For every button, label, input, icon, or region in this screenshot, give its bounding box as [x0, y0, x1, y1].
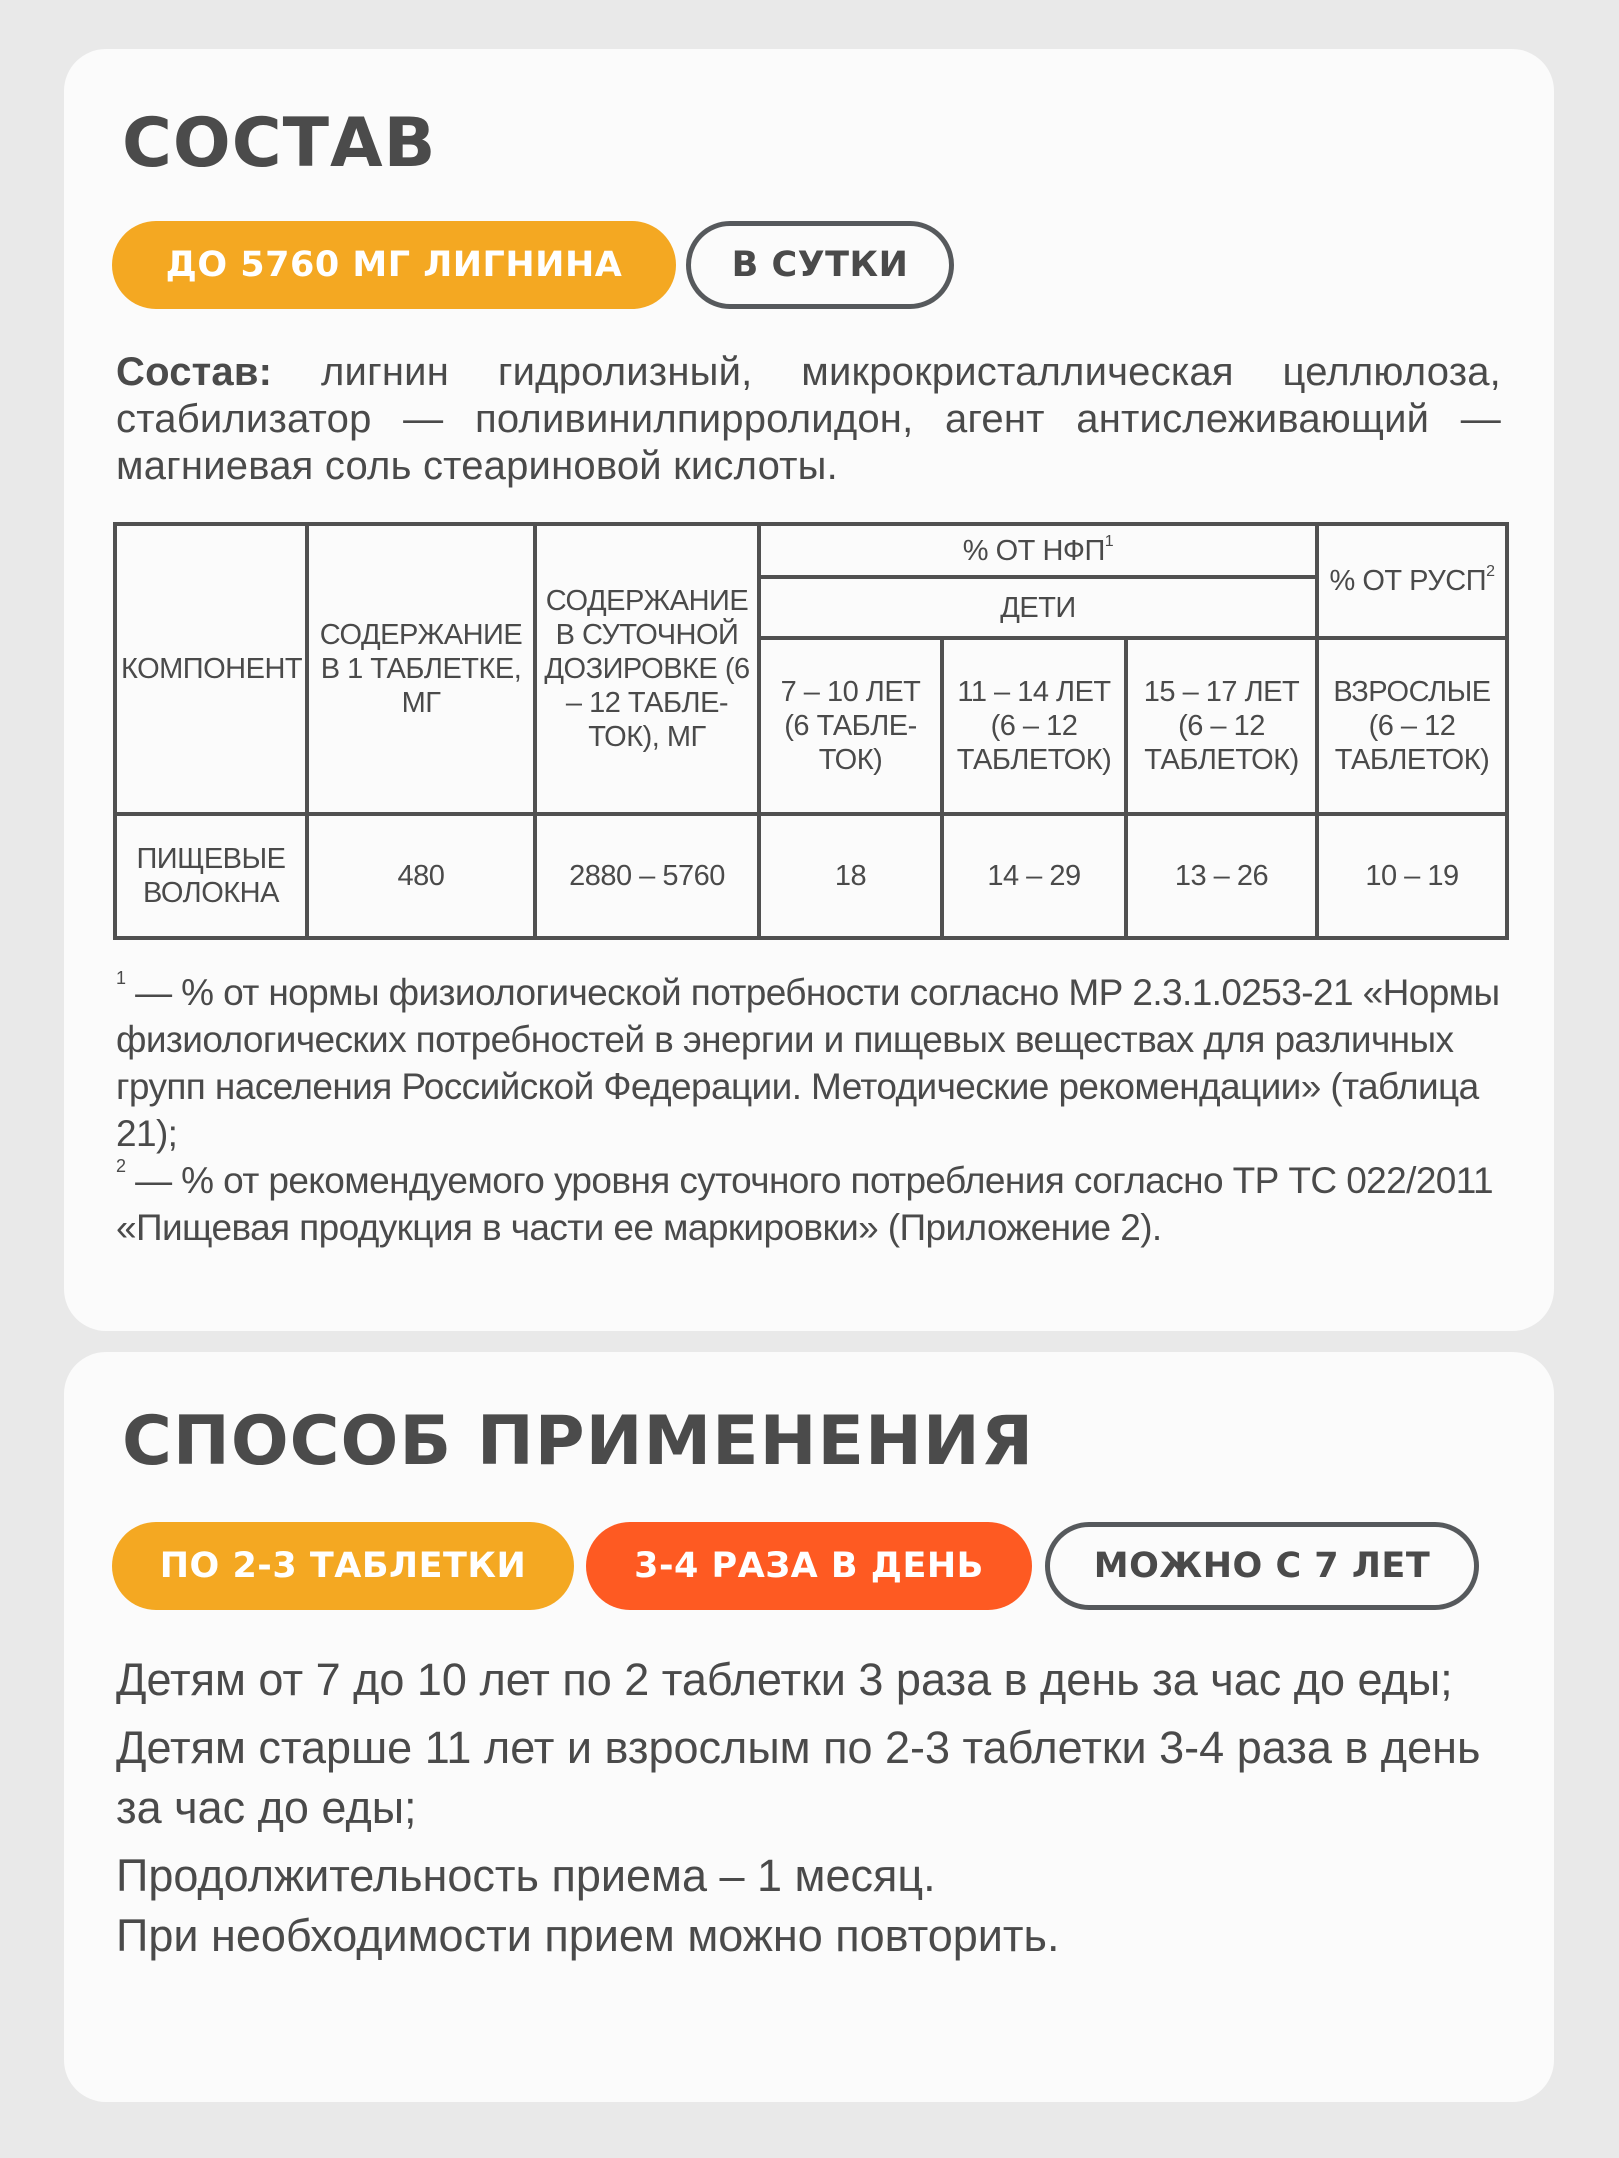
- footnote-1: $^1$ — % от нормы физиологической потребности согласно МР 2.3.1.0253-21 «Нормы физиологических потребностей в энергии и пищевых веществах для различных групп населения Российской Федерации. Методические рекомендации» (таблица 21);: [116, 968, 1500, 1154]
- header-adults: ВЗРОСЛЫЕ (6 – 12 ТАБЛЕТОК): [1317, 638, 1507, 814]
- cell-per-tablet: 480: [307, 814, 535, 938]
- composition-ingredients: лигнин гидролизный, микрокристаллическая целлюлоза, стабилизатор — поливинилпирролидон, агент антислеживающий — магниевая соль стеариновой кислоты.: [116, 350, 1501, 488]
- cell-age-15-17: 13 – 26: [1126, 814, 1317, 938]
- header-age-11-14: 11 – 14 ЛЕТ (6 – 12 ТАБЛЕТОК): [942, 638, 1126, 814]
- instruction-duration: Продолжительность приема – 1 месяц.: [116, 1850, 936, 1901]
- header-rusp: % ОТ РУСП$^2$: [1317, 524, 1507, 638]
- cell-daily-dose: 2880 – 5760: [535, 814, 759, 938]
- nutrition-table: [113, 522, 1509, 940]
- per-day-badge: В СУТКИ: [686, 221, 954, 309]
- cell-age-11-14: 14 – 29: [942, 814, 1126, 938]
- instruction-children-7-10: Детям от 7 до 10 лет по 2 таблетки 3 раза в день за час до еды;: [116, 1654, 1453, 1705]
- composition-text: [116, 349, 1501, 490]
- composition-title: СОСТАВ: [122, 104, 437, 183]
- header-daily-dose: СОДЕРЖАНИЕ В СУТОЧНОЙ ДОЗИРОВКЕ (6 – 12 ТАБЛЕ-ТОК), МГ: [535, 524, 759, 814]
- footnotes: [116, 969, 1516, 1251]
- cell-component: ПИЩЕВЫЕ ВОЛОКНА: [115, 814, 307, 938]
- header-component: КОМПОНЕНТ: [115, 524, 307, 814]
- header-age-7-10: 7 – 10 ЛЕТ (6 ТАБЛЕ-ТОК): [759, 638, 942, 814]
- instruction-children-11-adults: Детям старше 11 лет и взрослым по 2-3 таблетки 3-4 раза в день за час до еды;: [116, 1722, 1481, 1833]
- usage-card: [64, 1352, 1554, 2102]
- cell-adults: 10 – 19: [1317, 814, 1507, 938]
- composition-label: Состав:: [116, 350, 273, 394]
- header-age-15-17: 15 – 17 ЛЕТ (6 – 12 ТАБЛЕТОК): [1126, 638, 1317, 814]
- instruction-repeat: При необходимости прием можно повторить.: [116, 1910, 1060, 1961]
- cell-age-7-10: 18: [759, 814, 942, 938]
- header-per-tablet: СОДЕРЖАНИЕ В 1 ТАБЛЕТКЕ, МГ: [307, 524, 535, 814]
- header-nfp: % ОТ НФП$^1$: [759, 524, 1317, 577]
- frequency-badge: 3-4 РАЗА В ДЕНЬ: [586, 1522, 1032, 1610]
- composition-card: [64, 49, 1554, 1331]
- table-row: [115, 814, 1507, 938]
- footnote-ref-2: 2: [1486, 563, 1495, 580]
- usage-instructions: [116, 1650, 1516, 1974]
- header-children: ДЕТИ: [759, 577, 1317, 638]
- usage-title: СПОСОБ ПРИМЕНЕНИЯ: [122, 1402, 1035, 1481]
- dose-badge: ПО 2-3 ТАБЛЕТКИ: [112, 1522, 574, 1610]
- lignin-amount-badge: ДО 5760 МГ ЛИГНИНА: [112, 221, 676, 309]
- age-badge: МОЖНО С 7 ЛЕТ: [1045, 1522, 1479, 1610]
- footnote-ref-1: 1: [1104, 532, 1114, 550]
- footnote-2: $^2$ — % от рекомендуемого уровня суточного потребления согласно ТР ТС 022/2011 «Пищевая продукция в части ее маркировки» (Приложение 2).: [116, 1156, 1493, 1248]
